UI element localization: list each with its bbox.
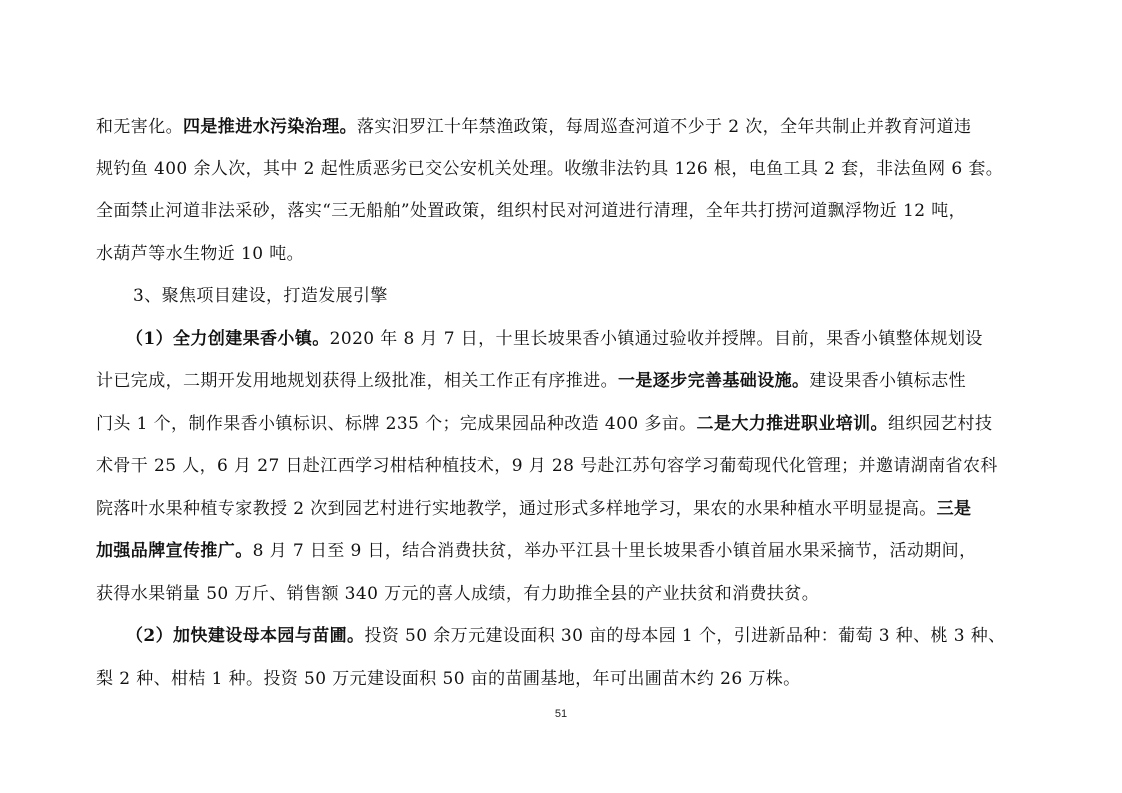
text-run: 投资 50 余万元建设面积 30 亩的母本园 1 个，引进新品种：葡萄 3 种、桃 3 种、 bbox=[364, 626, 1006, 646]
text-line bbox=[96, 497, 971, 521]
text-line bbox=[96, 369, 966, 393]
text-run-bold: 加强品牌宣传推广。 bbox=[96, 541, 253, 561]
text-run: 2020 年 8 月 7 日，十里长坡果香小镇通过验收并授牌。目前，果香小镇整体规划设 bbox=[329, 329, 983, 349]
section-heading bbox=[133, 284, 388, 308]
text-run: 8 月 7 日至 9 日，结合消费扶贫，举办平江县十里长坡果香小镇首届水果采摘节，活动期间， bbox=[252, 541, 977, 561]
text-line bbox=[96, 157, 1003, 181]
text-run-bold: 二是大力推进职业培训。 bbox=[696, 414, 888, 434]
text-line bbox=[96, 115, 971, 139]
text-line bbox=[96, 412, 992, 436]
text-run-bold: 四是推进水污染治理。 bbox=[183, 117, 357, 137]
text-line bbox=[96, 667, 801, 691]
text-line bbox=[126, 624, 1006, 648]
text-run: 3、聚焦项目建设，打造发展引擎 bbox=[133, 286, 388, 306]
text-run: 落实汨罗江十年禁渔政策，每周巡查河道不少于 2 次，全年共制止并教育河道违 bbox=[357, 117, 972, 137]
text-line bbox=[96, 199, 966, 223]
text-run: 术骨干 25 人，6 月 27 日赴江西学习柑桔种植技术，9 月 28 号赴江苏句容学习葡萄现代化管理；并邀请湖南省农科 bbox=[96, 456, 998, 476]
text-line bbox=[96, 582, 819, 606]
text-run-bold: （1）全力创建果香小镇。 bbox=[126, 329, 330, 349]
page-number: 51 bbox=[554, 708, 568, 720]
text-run-bold: 一是逐步完善基础设施。 bbox=[618, 371, 810, 391]
text-run: 获得水果销量 50 万斤、销售额 340 万元的喜人成绩，有力助推全县的产业扶贫和消费扶贫。 bbox=[96, 584, 820, 604]
text-run: 门头 1 个，制作果香小镇标识、标牌 235 个；完成果园品种改造 400 多亩。 bbox=[96, 414, 697, 434]
text-run: 规钓鱼 400 余人次，其中 2 起性质恶劣已交公安机关处理。收缴非法钓具 126 根，电鱼工具 2 套，非法鱼网 6 套。 bbox=[96, 159, 1004, 179]
text-line bbox=[96, 539, 976, 563]
text-line bbox=[126, 327, 983, 351]
text-run: 组织园艺村技 bbox=[887, 414, 993, 434]
text-run: 水葫芦等水生物近 10 吨。 bbox=[96, 244, 305, 264]
text-line bbox=[96, 242, 304, 266]
text-run-bold: 三是 bbox=[936, 499, 972, 519]
text-run: 计已完成，二期开发用地规划获得上级批准，相关工作正有序推进。 bbox=[96, 371, 618, 391]
text-run-bold: （2）加快建设母本园与苗圃。 bbox=[126, 626, 365, 646]
text-run: 梨 2 种、柑桔 1 种。投资 50 万元建设面积 50 亩的苗圃基地，年可出圃苗木约 26 万株。 bbox=[96, 669, 801, 689]
text-line bbox=[96, 454, 998, 478]
text-run: 院落叶水果种植专家教授 2 次到园艺村进行实地教学，通过形式多样地学习，果农的水果种植水平明显提高。 bbox=[96, 499, 937, 519]
text-run: 建设果香小镇标志性 bbox=[809, 371, 967, 391]
text-run: 全面禁止河道非法采砂，落实“三无船舶”处置政策，组织村民对河道进行清理，全年共打捞河道飘浮物近 12 吨， bbox=[96, 201, 967, 221]
text-run: 和无害化。 bbox=[96, 117, 183, 137]
